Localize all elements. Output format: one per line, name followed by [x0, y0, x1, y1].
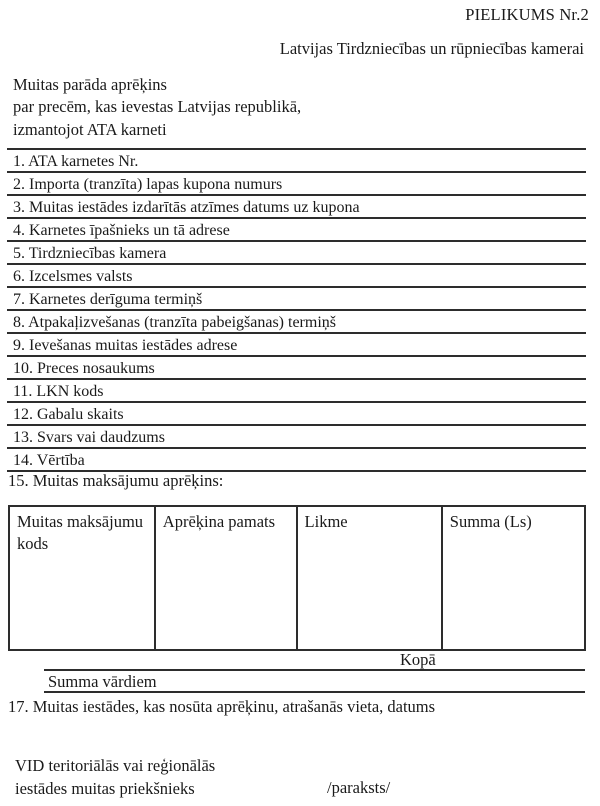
signatory-title-block — [15, 755, 215, 800]
payments-table-header-likme: Likme — [298, 507, 443, 649]
title-line-3: izmantojot ATA karneti — [13, 119, 167, 139]
field-15-label: 15. Muitas maksājumu aprēķins: — [8, 471, 224, 490]
total-label: Kopā — [400, 650, 436, 669]
amount-in-words-fill-line — [44, 691, 585, 693]
title-line-1: Muitas parāda aprēķins — [13, 75, 167, 94]
field-row-4: 4. Karnetes īpašnieks un tā adrese — [7, 219, 586, 242]
payments-table-header-muitas-maksajumu-kods: Muitas maksājumu kods — [10, 507, 156, 649]
signatory-title-line-2: iestādes muitas priekšnieks — [15, 778, 195, 798]
field-row-10: 10. Preces nosaukums — [7, 357, 586, 380]
title-line-2: par precēm, kas ievestas Latvijas republikā, — [13, 97, 302, 117]
field-row-13: 13. Svars vai daudzums — [7, 426, 586, 449]
addressee-line: Latvijas Tirdzniecības un rūpniecības kamerai — [279, 39, 584, 58]
field-row-14: 14. Vērtība — [7, 449, 586, 472]
payments-table-header-summa: Summa (Ls) — [449, 512, 532, 531]
field-row-6: 6. Izcelsmes valsts — [7, 265, 586, 288]
field-row-7: 7. Karnetes derīguma termiņš — [7, 288, 586, 311]
field-row-5: 5. Tirdzniecības kamera — [7, 242, 586, 265]
payments-table-header-aprekina-pamats: Aprēķina pamats — [156, 507, 298, 649]
field-row-2: 2. Importa (tranzīta) lapas kupona numurs — [7, 173, 586, 196]
signature-placeholder: /paraksts/ — [327, 778, 391, 797]
field-row-11: 11. LKN kods — [7, 380, 586, 403]
payments-table — [8, 505, 586, 651]
field-row-12: 12. Gabalu skaits — [7, 403, 586, 426]
field-row-1: 1. ATA karnetes Nr. — [7, 150, 586, 173]
document-title — [13, 74, 301, 141]
total-fill-line — [44, 669, 585, 671]
field-17-label: 17. Muitas iestādes, kas nosūta aprēķinu, atrašanās vieta, datums — [8, 697, 436, 716]
numbered-fields-list — [7, 148, 586, 472]
annex-label: PIELIKUMS Nr.2 — [465, 5, 589, 24]
field-row-8: 8. Atpakaļizvešanas (tranzīta pabeigšanas) termiņš — [7, 311, 586, 334]
signatory-title-line-1: VID teritoriālās vai reģionālās — [15, 756, 216, 775]
amount-in-words-label: Summa vārdiem — [48, 672, 157, 691]
field-row-9: 9. Ievešanas muitas iestādes adrese — [7, 334, 586, 357]
field-row-3: 3. Muitas iestādes izdarītās atzīmes datums uz kupona — [7, 196, 586, 219]
